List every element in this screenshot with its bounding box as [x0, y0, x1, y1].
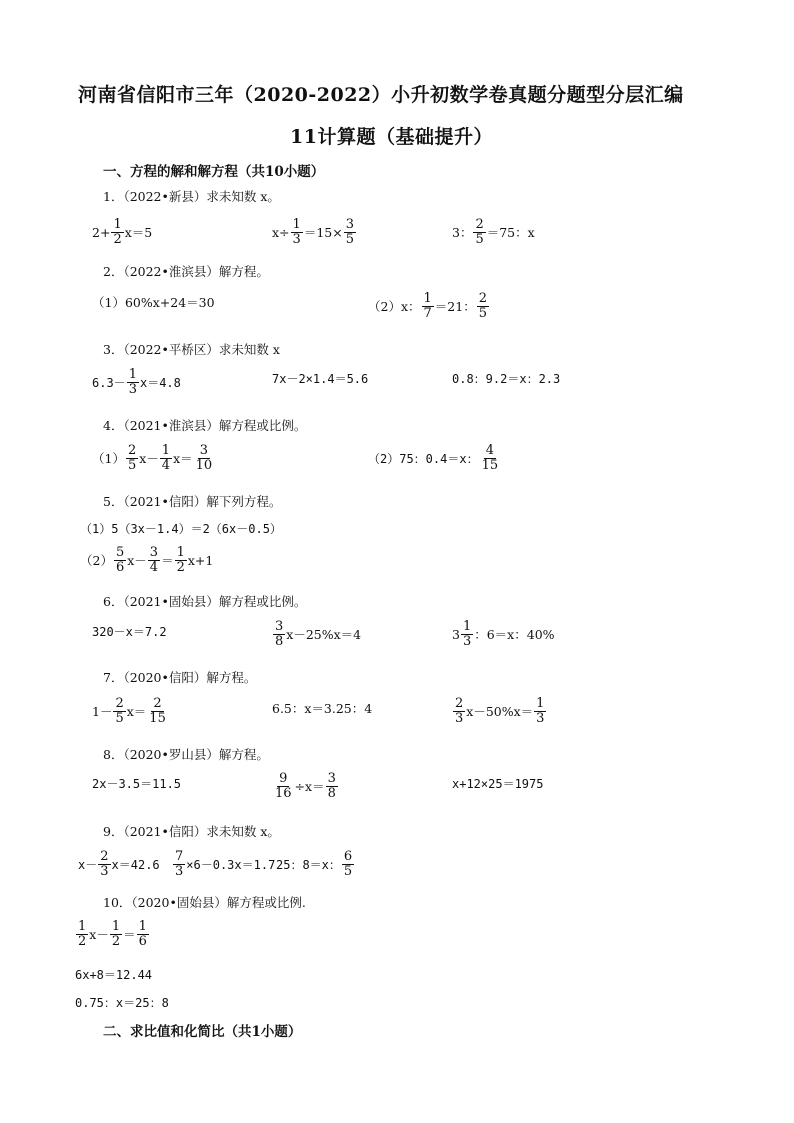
q10-equation-b: 6x+8＝12.44: [75, 968, 153, 982]
q1-equation-b: x÷ $\frac{1}{3}$ ＝15× $\frac{3}{5}$: [272, 217, 354, 247]
question-5: 5．（2021•信阳）解下列方程。: [103, 494, 282, 509]
question-10: 10．（2020•固始县）解方程或比例.: [103, 895, 306, 910]
q3-equation-b: 7x－2×1.4＝5.6: [272, 372, 369, 386]
question-7: 7．（2020•信阳）解方程。: [103, 670, 257, 685]
q9-equation-b: $\frac{7}{3}$ ×6－0.3x＝1.7: [175, 849, 276, 879]
doc-title-line1: 河南省信阳市三年（2020-2022）小升初数学卷真题分题型分层汇编: [78, 84, 684, 106]
question-4: 4．（2021•淮滨县）解方程或比例。: [103, 418, 307, 433]
q4-equation-a: （1） $\frac{2}{5}$ x－ $\frac{1}{4}$ x＝ $\frac{3}{10}$: [92, 443, 213, 473]
q6-equation-b: $\frac{3}{8}$ x－25%x＝4: [275, 619, 362, 649]
question-2: 2．（2022•淮滨县）解方程。: [103, 264, 269, 279]
q9-equation-c: 25：8＝x： $\frac{6}{5}$: [276, 849, 353, 879]
q1-equation-c: 3： $\frac{2}{5}$ ＝75：x: [452, 217, 535, 247]
question-9: 9．（2021•信阳）求未知数 x。: [103, 824, 280, 839]
section-heading-1: 一、方程的解和解方程（共10小题）: [103, 164, 325, 180]
question-6: 6．（2021•固始县）解方程或比例。: [103, 594, 307, 609]
q7-equation-c: $\frac{2}{3}$ x－50%x＝ $\frac{1}{3}$: [455, 696, 545, 726]
q10-equation-c: 0.75：x＝25：8: [75, 996, 169, 1010]
q3-equation-a: 6.3－ $\frac{1}{3}$ x＝4.8: [92, 367, 181, 397]
doc-title-line2: 11计算题（基础提升）: [290, 126, 493, 148]
q1-equation-a: 2+ $\frac{1}{2}$ x＝5: [92, 217, 153, 247]
q8-equation-b: $\frac{9}{16}$ ÷x＝ $\frac{3}{8}$: [275, 771, 336, 801]
q2-equation-b: （2）x： $\frac{1}{7}$ ＝21： $\frac{2}{5}$: [368, 291, 487, 321]
q6-equation-c: 3 $\frac{1}{3}$ ：6＝x：40%: [452, 619, 555, 649]
q10-equation-a: $\frac{1}{2}$ x－ $\frac{1}{2}$ ＝ $\frac{1}{6}$: [78, 919, 147, 949]
section-heading-2: 二、求比值和化简比（共1小题）: [103, 1024, 302, 1040]
question-1: 1．（2022•新县）求未知数 x。: [103, 189, 280, 204]
q2-equation-a: （1）60%x+24＝30: [92, 295, 215, 310]
q5-equation-b: （2） $\frac{5}{6}$ x－ $\frac{3}{4}$ ＝ $\frac{1}{2}$ x+1: [80, 545, 214, 575]
q3-equation-c: 0.8：9.2＝x：2.3: [452, 372, 561, 386]
q6-equation-a: 320－x＝7.2: [92, 625, 167, 639]
question-8: 8．（2020•罗山县）解方程。: [103, 747, 269, 762]
q8-equation-a: 2x－3.5＝11.5: [92, 777, 182, 791]
q5-equation-a: （1）5（3x－1.4）＝2（6x－0.5）: [80, 522, 282, 536]
q7-equation-b: 6.5：x＝3.25：4: [272, 701, 373, 716]
q8-equation-c: x+12×25＝1975: [452, 777, 544, 791]
q4-equation-b: （2）75：0.4＝x： $\frac{4}{15}$: [368, 443, 499, 473]
q9-equation-a: x－ $\frac{2}{3}$ x＝42.6: [78, 849, 160, 879]
q7-equation-a: 1－ $\frac{2}{5}$ x＝ $\frac{2}{15}$: [92, 696, 166, 726]
question-3: 3．（2022•平桥区）求未知数 x: [103, 342, 280, 357]
